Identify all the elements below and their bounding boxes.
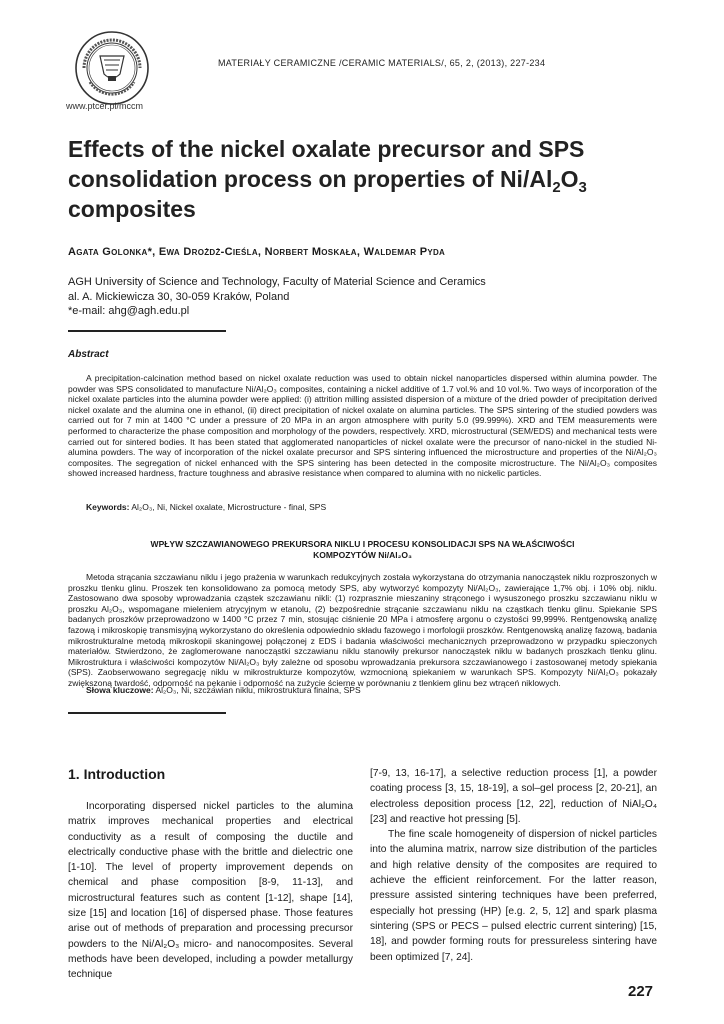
polish-keywords-list: Al₂O₃, Ni, szczawian niklu, mikrostruktura finalna, SPS xyxy=(155,685,361,695)
divider-rule xyxy=(68,712,226,714)
title-subscript-2: 2 xyxy=(552,179,561,196)
polish-keywords xyxy=(86,685,361,695)
title-oxygen: O xyxy=(560,166,579,192)
polish-keywords-label: Słowa kluczowe: xyxy=(86,685,154,695)
society-url[interactable]: www.ptcer.pl/mccm xyxy=(66,101,144,111)
intro-right-text-2: The fine scale homogeneity of dispersion of nickel particles into the alumina matrix, narrow size distribution of the particles and high relative density of the composites are required to achieve the efficient reinforcement. For the latter reason, pressure assisted sintering techniques have been preferred, especially hot pressing (HP) [e.g. 2, 5, 12] and spark plasma sintering (SPS or PECS – pulsed electric current sintering) [15, 18], and powder forming routs for pressureless sintering have been optimized [7, 24]. xyxy=(370,829,657,963)
intro-left-column xyxy=(68,799,353,983)
journal-reference: MATERIAŁY CERAMICZNE /CERAMIC MATERIALS/, 65, 2, (2013), 227-234 xyxy=(218,58,546,68)
society-seal-icon xyxy=(74,30,150,106)
keywords-label: Keywords: xyxy=(86,502,130,512)
section-heading-introduction: 1. Introduction xyxy=(68,766,166,782)
divider-rule xyxy=(68,330,226,332)
affiliation-institution: AGH University of Science and Technology, Faculty of Material Science and Ceramics xyxy=(68,276,486,288)
title-line-1: Effects of the nickel oxalate precursor and SPS xyxy=(68,136,585,162)
keywords xyxy=(86,502,326,512)
society-logo xyxy=(74,30,150,106)
polish-title-line-1: WPŁYW SZCZAWIANOWEGO PREKURSORA NIKLU I PROCESU KONSOLIDACJI SPS NA WŁAŚCIWOŚCI xyxy=(150,539,575,549)
intro-left-text: Incorporating dispersed nickel particles to the alumina matrix improves mechanical properties and electrical conductivity as a result of composing the ductile and electrically conductive phase with the brittle and dielectric one [1-10]. The level of property improvement depends on chemical and phase composition [8-9, 11-13], and microstructural features such as content [1-12], shape [14], size [15] and location [16] of dispersed phase. Those features arise out of methods of preparation and processing precursor powders to the Ni/Al₂O₃ micro- and nanocomposites. Several methods have been developed, including a powder metallurgy technique xyxy=(68,801,353,981)
keywords-list: Al₂O₃, Ni, Nickel oxalate, Microstructure - final, SPS xyxy=(131,502,327,512)
abstract-heading: Abstract xyxy=(68,349,109,360)
polish-title xyxy=(68,539,657,561)
article-title xyxy=(68,134,668,224)
intro-right-column xyxy=(370,766,657,965)
title-line-2: consolidation process on properties of Ni/Al xyxy=(68,166,553,192)
polish-abstract-text: Metoda strącania szczawianu niklu i jego prażenia w warunkach redukcyjnych została wykorzystana do otrzymania nanocząstek niklu rozproszonych w proszku tlenku glinu. Proszek ten konsolidowano za pomocą metody SPS, aby wytworzyć kompozyty Ni/Al₂O₃, zawierające 1,7% obj. i 10% obj. niklu. Zastosowano dwa sposoby wprowadzania cząstek szczawianu nikli: (1) rozprasznie mieszaniny strąconego i wysuszonego proszku szczawianu niklu w proszku Al₂O₃, wspomagane mieleniem atrycyjnym w etanolu, (2) bezpośrednie strącanie szczawianu niklu na cząstkach tlenku glinu. Spiekanie SPS badanych proszków przeprowadzono w 1400 °C przez 7 min, stosując ciśnienie 20 MPa i atmosferę argonu o czystości 99,999%. Rentgenowską analizę fazową i mikroskopię transmisyjną wykorzystano do określenia odpowiednio składu fazowego i morfologii proszków. Rentgenowską analizę fazową, badania mikrostrukturalne metodą mikroskopii skaningowej połączonej z EDS i badania właściwości mechanicznych przeprowadzono w przypadku spieczonych materiałów. Stwierdzono, że zaglomerowane nanocząstki szczawianu niklu stanowiły prekursor nanocząstek niklu w badanych proszkach tlenku glinu. Mikrostruktura i właściwości kompozytów Ni/Al₂O₃ były zależne od sposobu wprowadzania prekursora szczawianowego i zastosowanej metody spiekania (SPS). Zaobserwowano segregację niklu w mikrostrukturze kompozytów, wzmocnioną spiekaniem w warunkach SPS. Kompozyty Ni/Al₂O₃ pokazały zwiększoną twardość, odporność na pękanie i odporność na zużycie ścierne w porównaniu z tlenkiem glinu bez wtrąceń niklowych. xyxy=(68,572,657,688)
page-number: 227 xyxy=(628,983,654,1000)
intro-right-paragraph-2 xyxy=(370,827,657,965)
polish-title-line-2: KOMPOZYTÓW Ni/Al₂O₃ xyxy=(313,550,412,560)
intro-right-paragraph-1: [7-9, 13, 16-17], a selective reduction process [1], a powder coating process [3, 15, 18-19], a sol–gel process [2, 20-21], an electroless deposition process [12, 22], reduction of NiAl₂O₄ [23] and reactive hot pressing [5]. xyxy=(370,768,657,825)
title-line-3: composites xyxy=(68,196,196,222)
polish-abstract-body xyxy=(68,572,657,689)
affiliation-address: al. A. Mickiewicza 30, 30-059 Kraków, Poland xyxy=(68,290,290,303)
abstract-text: A precipitation-calcination method based on nickel oxalate reduction was used to obtain nickel nanoparticles dispersed within alumina powder. The powder was SPS consolidated to manufacture Ni/Al₂O₃ composites, containing a nickel additive of 1.7 vol.% and 10 vol.%. Two ways of incorporation of the nickel oxalate particles into the alumina powder were applied: (i) attrition milling assisted dispersion of a mixture of the dried powder of precipitation derived nickel oxalate and the alumina one in ethanol, (ii) direct precipitation of nickel oxalate on alumina particles. The SPS sintering of the studied powders was carried out for 7 min at 1400 °C under a pressure of 20 MPa in an argon atmosphere with purity 5.0 (99.999%). XRD and TEM measurements were performed to characterize the phase composition and morphology of the powders, respectively. XRD, microstructural (SEM/EDS) and mechanical tests were carried out for sintered bodies. It has been stated that agglomerated nanoparticles of nickel oxalate were the precursor of nano-nickel in the studied Ni-alumina powders. The way of incorporation of the nickel oxalate precursor and SPS sintering influenced the microstructure and properties of the Ni/Al₂O₃ composites. The segregation of nickel enhanced with the SPS sintering has been detected in the composite microstructure. The Ni/Al₂O₃ composites showed increased hardness, fracture toughness and abrasive resistance when compared to alumina with no nickelic particles. xyxy=(68,373,657,479)
title-subscript-3: 3 xyxy=(578,179,587,196)
affiliation xyxy=(68,275,486,319)
contact-email[interactable]: *e-mail: ahg@agh.edu.pl xyxy=(68,305,190,317)
abstract-body xyxy=(68,373,657,479)
author-list: Agata Golonka*, Ewa Drożdż-Cieśla, Norbert Moskała, Waldemar Pyda xyxy=(68,246,446,258)
